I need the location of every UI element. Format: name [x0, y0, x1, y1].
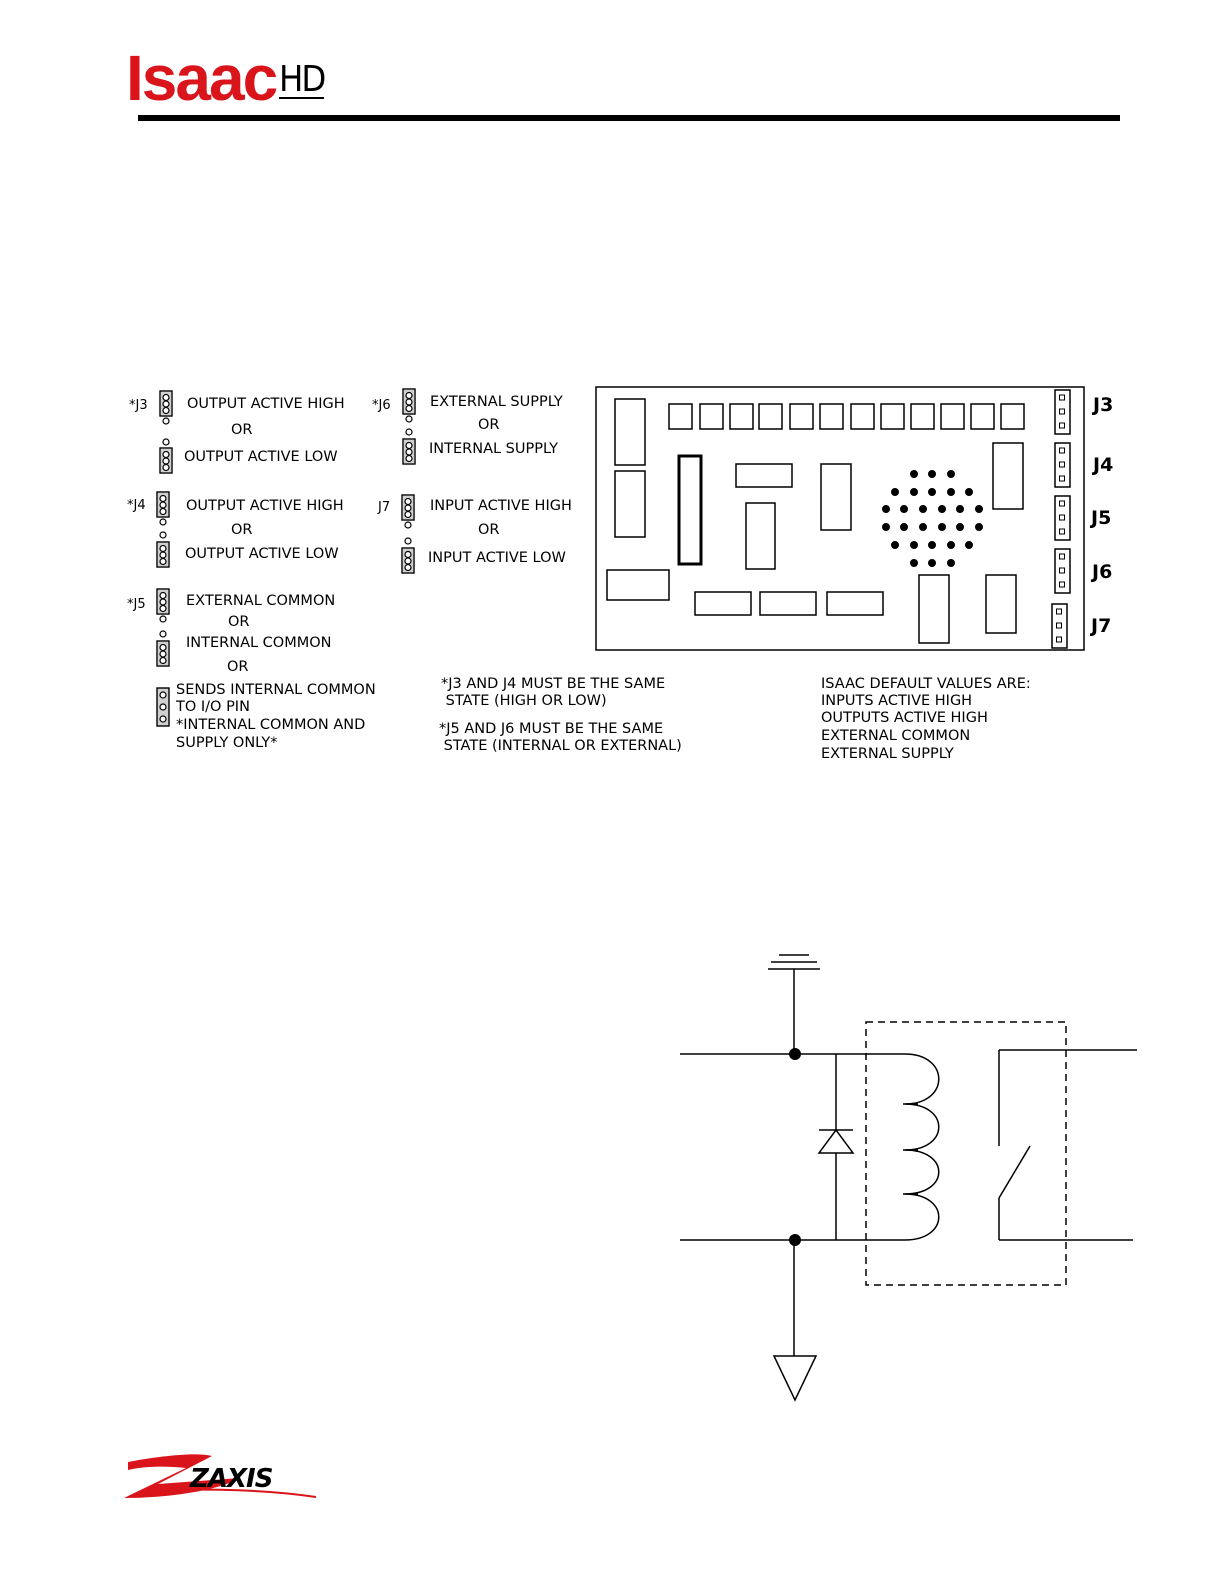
j4-or: OR: [231, 522, 253, 538]
j6-option-internal: INTERNAL SUPPLY: [429, 441, 558, 457]
j7-option-high: INPUT ACTIVE HIGH: [430, 498, 572, 514]
relay-schematic: [680, 955, 1137, 1400]
rule-j3-j4-line2: STATE (HIGH OR LOW): [441, 693, 607, 709]
board-label-j7: J7: [1091, 615, 1112, 637]
j7-option-low: INPUT ACTIVE LOW: [428, 550, 566, 566]
j3-option-high: OUTPUT ACTIVE HIGH: [187, 396, 345, 412]
default-outputs: OUTPUTS ACTIVE HIGH: [821, 710, 988, 726]
j5-internal-jumper-icon: [157, 631, 169, 666]
zaxis-logo: ZAXIS: [190, 1464, 273, 1494]
j3-label: *J3: [129, 398, 148, 413]
board-label-j4: J4: [1093, 454, 1114, 476]
j5-or-1: OR: [228, 614, 250, 630]
j4-option-low: OUTPUT ACTIVE LOW: [185, 546, 339, 562]
j5-option-internal: INTERNAL COMMON: [186, 635, 332, 651]
j7-high-jumper-icon: [402, 495, 414, 528]
j5-option-send-line4: SUPPLY ONLY*: [176, 735, 278, 751]
j6-internal-jumper-icon: [403, 429, 415, 464]
j6-option-external: EXTERNAL SUPPLY: [430, 394, 563, 410]
default-supply: EXTERNAL SUPPLY: [821, 746, 954, 762]
j3-option-low: OUTPUT ACTIVE LOW: [184, 449, 338, 465]
j4-high-jumper-icon: [157, 492, 169, 525]
board-label-j6: J6: [1092, 561, 1113, 583]
j4-low-jumper-icon: [157, 532, 169, 567]
board-label-j3: J3: [1093, 394, 1114, 416]
j5-option-send-line2: TO I/O PIN: [176, 699, 250, 715]
rule-j3-j4-line1: *J3 AND J4 MUST BE THE SAME: [441, 676, 666, 692]
j7-label: J7: [378, 500, 391, 515]
j4-label: *J4: [127, 498, 146, 513]
defaults-title: ISAAC DEFAULT VALUES ARE:: [821, 676, 1031, 692]
rule-j5-j6-line2: STATE (INTERNAL OR EXTERNAL): [439, 738, 682, 754]
j5-send-jumper-icon: [157, 688, 169, 726]
j3-low-jumper-icon: [160, 439, 172, 473]
j6-or: OR: [478, 417, 500, 433]
isaac-hd-suffix: HD: [279, 59, 325, 100]
j7-or: OR: [478, 522, 500, 538]
rule-j5-j6-line1: *J5 AND J6 MUST BE THE SAME: [439, 721, 664, 737]
j5-option-send-line1: SENDS INTERNAL COMMON: [176, 682, 376, 698]
j3-or: OR: [231, 422, 253, 438]
j6-external-jumper-icon: [403, 389, 415, 422]
j5-external-jumper-icon: [157, 589, 169, 622]
circuit-board-diagram: [596, 387, 1084, 650]
isaac-logo: Isaac: [126, 42, 277, 114]
j5-label: *J5: [127, 597, 146, 612]
j5-option-send-line3: *INTERNAL COMMON AND: [176, 717, 366, 733]
j5-option-external: EXTERNAL COMMON: [186, 593, 336, 609]
j5-or-2: OR: [227, 659, 249, 675]
default-common: EXTERNAL COMMON: [821, 728, 971, 744]
default-inputs: INPUTS ACTIVE HIGH: [821, 693, 973, 709]
junction-dots: [789, 1048, 801, 1246]
j4-option-high: OUTPUT ACTIVE HIGH: [186, 498, 344, 514]
j6-label: *J6: [372, 398, 391, 413]
j3-high-jumper-icon: [160, 391, 172, 424]
j7-low-jumper-icon: [402, 538, 414, 573]
board-label-j5: J5: [1091, 507, 1112, 529]
